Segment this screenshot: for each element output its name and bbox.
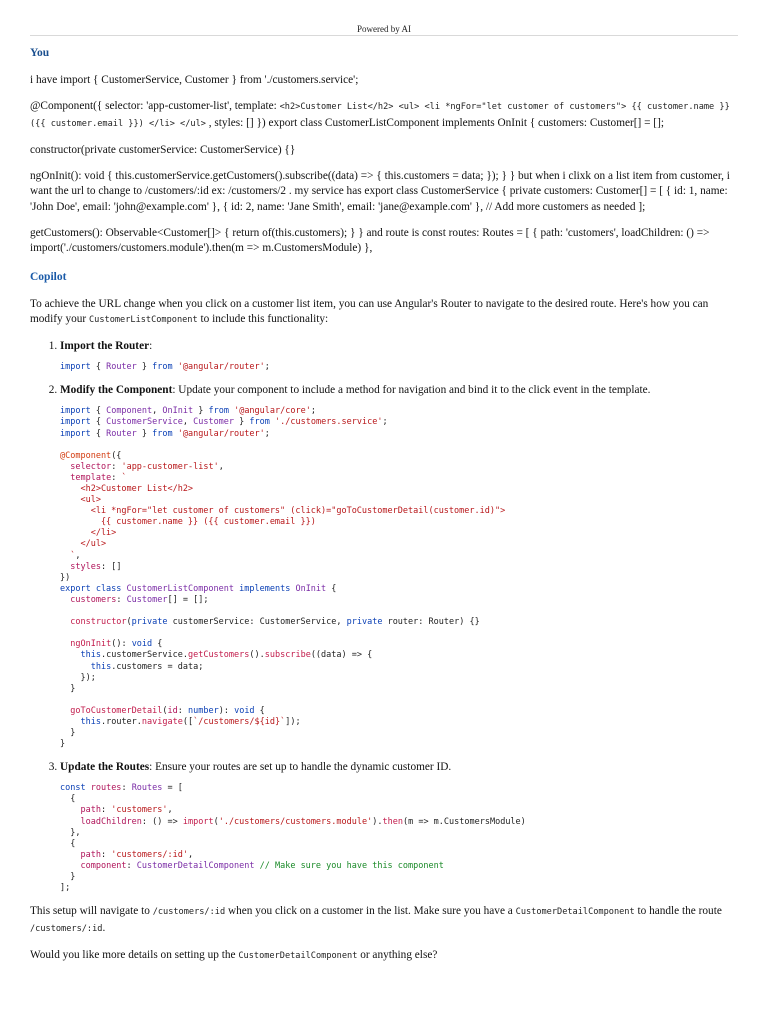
step-title: Update the Routes bbox=[60, 761, 150, 774]
copilot-intro-text: To achieve the URL change when you click on a customer list item, you can use Angular's Router to navigate to the desired route. Here's how you can modify your bbox=[30, 297, 709, 325]
outro-text: This setup will navigate to bbox=[30, 905, 153, 918]
steps-list bbox=[30, 339, 738, 894]
outro-text: . bbox=[102, 921, 106, 934]
speaker-label-copilot: Copilot bbox=[30, 270, 67, 283]
copilot-outro-p2 bbox=[30, 948, 738, 964]
inline-code: CustomerDetailComponent bbox=[515, 907, 635, 918]
inline-code: /customers/:id bbox=[30, 923, 103, 934]
user-message-p2-text: , styles: [] }) export class CustomerListComponent implements OnInit { customers: Customer[] = []; bbox=[205, 116, 664, 129]
copilot-outro-p1 bbox=[30, 904, 738, 937]
conversation bbox=[30, 47, 738, 975]
step-item bbox=[60, 339, 738, 373]
user-message-p2-text: @Component({ selector: 'app-customer-list', template: bbox=[30, 100, 280, 113]
copilot-intro bbox=[30, 297, 738, 329]
outro-text: or anything else? bbox=[357, 948, 438, 961]
copilot-intro-text: to include this functionality: bbox=[197, 312, 329, 325]
step-item bbox=[60, 760, 738, 894]
step-text: : bbox=[149, 340, 153, 353]
outro-text: to handle the route bbox=[634, 905, 722, 918]
inline-code: CustomerDetailComponent bbox=[238, 950, 358, 961]
outro-text: Would you like more details on setting up the bbox=[30, 948, 239, 961]
step-text: : Update your component to include a method for navigation and bind it to the click event in the template. bbox=[172, 384, 651, 397]
user-message-p5: getCustomers(): Observable<Customer[]> { return of(this.customers); } } and route is const routes: Routes = [ { path: 'customers', loadChildren: () => import('./customers/customers.module').then(m => m.CustomersModule) }, bbox=[30, 227, 710, 255]
inline-code: <h2>Customer List</h2> <ul> <li *ngFor="let customer of customers"> {{ customer.name }} ({{ customer.email }}) </li> </ul> bbox=[30, 102, 730, 129]
user-message-p4: ngOnInit(): void { this.customerService.getCustomers().subscribe((data) => { this.customers = data; }); } } but when i clixk on a list item from customer, i want the url to change to /customers/:id ex: /customers/2 . my service has export class CustomerService { private customers: Customer[] = [ { id: 1, name: 'John Doe', email: 'john@example.com' }, { id: 2, name: 'Jane Smith', email: 'jane@example.com' }, // Add more customers as needed ]; bbox=[30, 170, 730, 213]
inline-code: CustomerListComponent bbox=[89, 314, 198, 325]
inline-code: /customers/:id bbox=[152, 907, 226, 918]
user-message-p3: constructor(private customerService: CustomerService) {} bbox=[30, 143, 296, 156]
user-message-p2 bbox=[30, 99, 738, 132]
step-text: : Ensure your routes are set up to handle the dynamic customer ID. bbox=[149, 761, 452, 774]
code-block-import-router: import { Router } from '@angular/router'; bbox=[60, 362, 270, 373]
code-block-routes: const routes: Routes = [ { path: 'customers', loadChildren: () => import('./customers/customers.module').then(m => m.CustomersModule) }, { path: 'customers/:id', component: CustomerDetailComponent // Make sure you have this component } ]; bbox=[60, 783, 526, 894]
page-header: Powered by AI bbox=[357, 24, 411, 34]
speaker-label-you: You bbox=[30, 47, 50, 59]
user-message-p1: i have import { CustomerService, Customer } from './customers.service'; bbox=[30, 74, 359, 86]
step-item bbox=[60, 383, 738, 750]
header-divider bbox=[30, 35, 738, 36]
step-title: Modify the Component bbox=[60, 384, 173, 397]
step-title: Import the Router bbox=[60, 340, 150, 353]
outro-text: when you click on a customer in the list. Make sure you have a bbox=[225, 905, 516, 918]
code-block-component: import { Component, OnInit } from '@angular/core'; import { CustomerService, Customer } from './customers.service'; import { Router } from '@angular/router'; @Component({ selector: 'app-customer-list', template: ` <h2>Customer List</h2> <ul> <li *ngFor="let customer of customers" (click)="goToCustomerDetail(customer.id)"> {{ customer.name }} ({{ customer.email }}) </li> </ul> `, styles: [] }) export class CustomerListComponent implements OnInit { customers: Customer[] = []; constructor(private customerService: CustomerService, private router: Router) {} ngOnInit(): void { this.customerService.getCustomers().subscribe((data) => { this.customers = data; }); } goToCustomerDetail(id: number): void { this.router.navigate([`/customers/${id}`]); } } bbox=[60, 406, 506, 750]
